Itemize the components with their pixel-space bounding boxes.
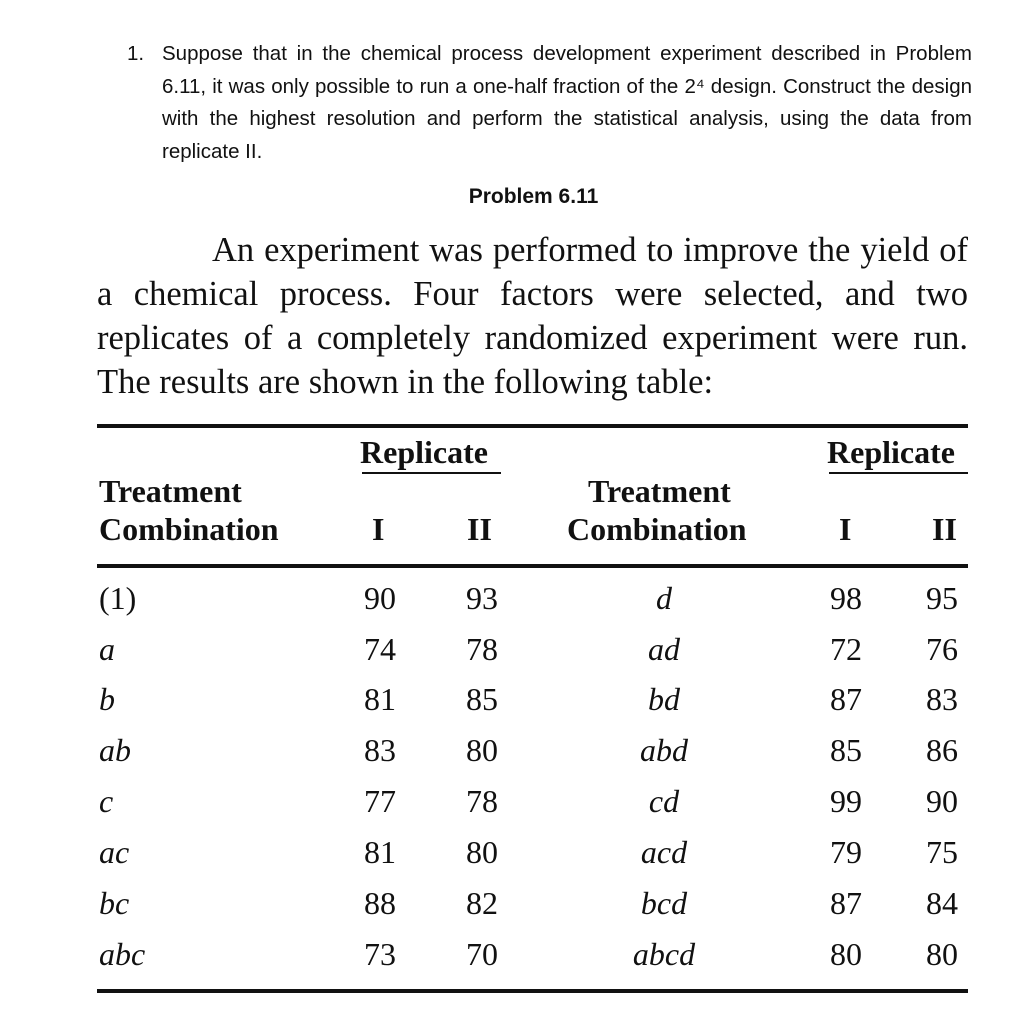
col-header-II-right: II [932, 511, 957, 547]
problem-intro: An experiment was performed to improve the yield of a chemical process. Four factors were selected, and two replicates of a completely randomized experiment were run. The results are shown in the following table: [97, 231, 968, 401]
replicate-header-right: Replicate [827, 434, 955, 470]
tc-left: b [99, 681, 115, 717]
rep-I-left: 81 [364, 834, 396, 870]
treatment-header-left-line2: Combination [99, 511, 279, 547]
tc-right: ad [648, 631, 680, 667]
question-text: Suppose that in the chemical process development experiment described in Problem 6.11, it was only possible to run a one-half fraction of the 2⁴ design. Construct the design with the highest resolution and perform the statistical analysis, using the data from replicate II. [162, 42, 972, 163]
rep-I-right: 80 [830, 936, 862, 972]
table-bottom-rule [97, 989, 968, 993]
rep-II-right: 75 [926, 834, 958, 870]
tc-left: a [99, 631, 115, 667]
rep-II-right: 84 [926, 885, 958, 921]
question [127, 38, 972, 168]
replicate-underline-right [829, 472, 968, 474]
table-header-rule [97, 564, 968, 568]
rep-II-right: 83 [926, 681, 958, 717]
problem-heading: Problem 6.11 [468, 185, 599, 208]
tc-left: (1) [99, 580, 137, 616]
rep-I-left: 83 [364, 732, 396, 768]
rep-II-left: 78 [466, 783, 498, 819]
treatment-header-left-line1: Treatment [99, 473, 242, 509]
tc-right: abd [640, 732, 688, 768]
rep-I-right: 72 [830, 631, 862, 667]
question-number: 1. [127, 42, 145, 65]
tc-left: c [99, 783, 114, 819]
rep-I-left: 74 [364, 631, 396, 667]
rep-I-right: 98 [830, 580, 862, 616]
rep-II-left: 80 [466, 834, 498, 870]
col-header-II-left: II [467, 511, 492, 547]
rep-II-right: 76 [926, 631, 958, 667]
rep-I-left: 77 [364, 783, 396, 819]
col-header-I-right: I [839, 511, 852, 547]
tc-left: bc [99, 885, 130, 921]
rep-II-left: 80 [466, 732, 498, 768]
rep-I-right: 99 [830, 783, 862, 819]
rep-II-right: 86 [926, 732, 958, 768]
rep-II-right: 80 [926, 936, 958, 972]
rep-I-left: 90 [364, 580, 396, 616]
tc-left: abc [99, 936, 146, 972]
rep-I-left: 81 [364, 681, 396, 717]
rep-II-left: 93 [466, 580, 498, 616]
tc-left: ac [99, 834, 130, 870]
rep-I-right: 85 [830, 732, 862, 768]
tc-left: ab [99, 732, 131, 768]
rep-II-left: 78 [466, 631, 498, 667]
rep-II-left: 70 [466, 936, 498, 972]
tc-right: cd [648, 783, 680, 819]
rep-II-right: 95 [926, 580, 958, 616]
col-header-I-left: I [372, 511, 385, 547]
replicate-underline-left [362, 472, 501, 474]
rep-II-left: 85 [466, 681, 498, 717]
rep-I-right: 79 [830, 834, 862, 870]
tc-right: acd [640, 834, 688, 870]
treatment-header-right-line1: Treatment [588, 473, 731, 509]
tc-right: abcd [632, 936, 696, 972]
rep-II-right: 90 [926, 783, 958, 819]
rep-I-left: 88 [364, 885, 396, 921]
rep-I-right: 87 [830, 885, 862, 921]
replicate-header-left: Replicate [360, 434, 488, 470]
rep-II-left: 82 [466, 885, 498, 921]
tc-right: bd [648, 681, 680, 717]
table-top-rule [97, 424, 968, 428]
rep-I-left: 73 [364, 936, 396, 972]
rep-I-right: 87 [830, 681, 862, 717]
tc-right: d [656, 580, 672, 616]
tc-right: bcd [640, 885, 688, 921]
treatment-header-right-line2: Combination [567, 511, 747, 547]
